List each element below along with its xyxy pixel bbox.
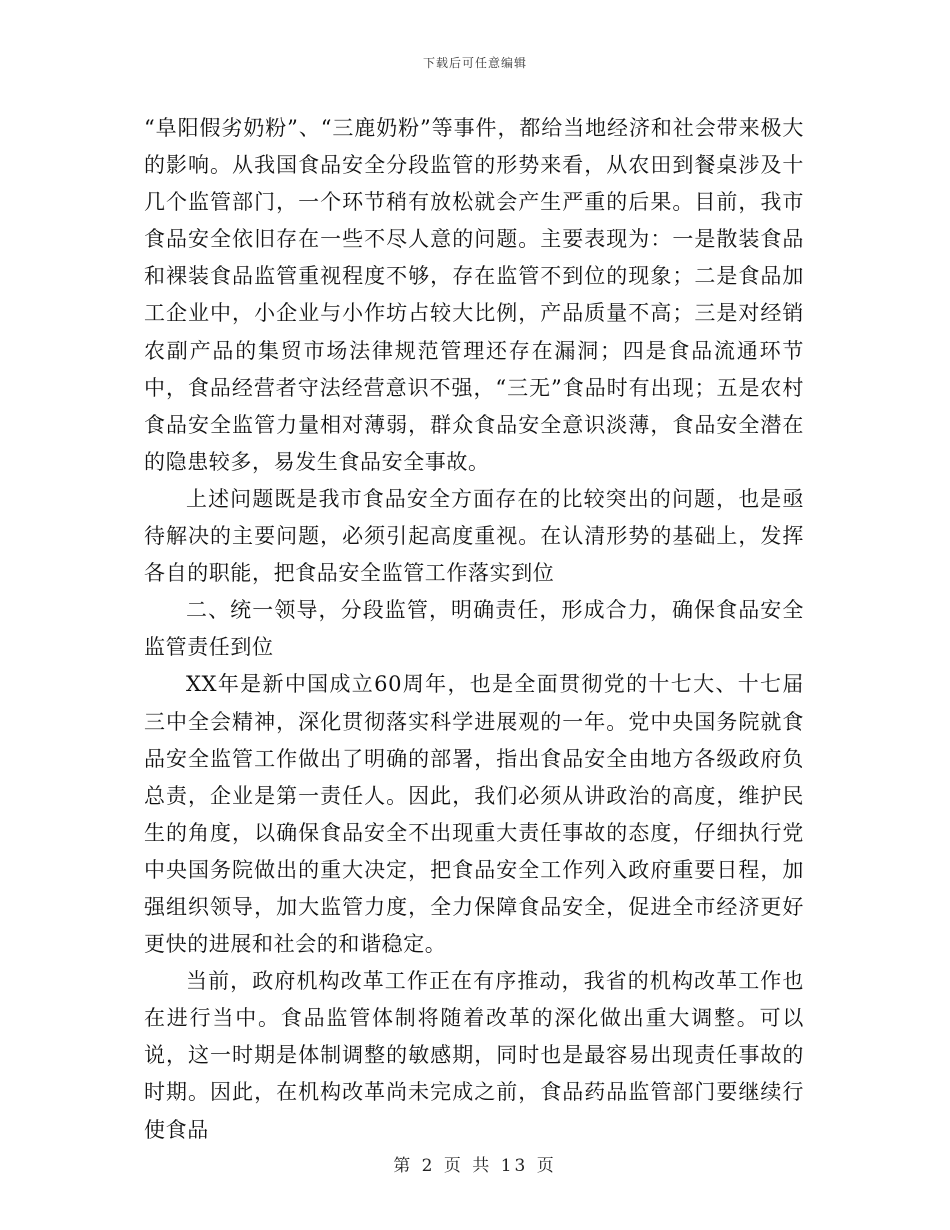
page-header: 下载后可任意编辑	[422, 56, 527, 70]
paragraph-3: XX年是新中国成立60周年，也是全面贯彻党的十七大、十七届三中全会精神，深化贯彻落实科学进展观的一年。党中央国务院就食品安全监管工作做出了明确的部署，指出食品安全由地方各级政府负总责，企业是第一责任人。因此，我们必须从讲政治的高度，维护民生的角度，以确保食品安全不出现重大责任事故的态度，仔细执行党中央国务院做出的重大决定，把食品安全工作列入政府重要日程，加强组织领导，加大监管力度，全力保障食品安全，促进全市经济更好更快的进展和社会的和谐稳定。	[144, 672, 804, 957]
document-body	[144, 110, 804, 1149]
section-heading: 二、统一领导，分段监管，明确责任，形成合力，确保食品安全监管责任到位	[144, 598, 804, 660]
paragraph-4: 当前，政府机构改革工作正在有序推动，我省的机构改革工作也在进行当中。食品监管体制将随着改革的深化做出重大调整。可以说，这一时期是体制调整的敏感期，同时也是最容易出现责任事故的时期。因此，在机构改革尚未完成之前，食品药品监管部门要继续行使食品	[144, 969, 804, 1142]
paragraph-2: 上述问题既是我市食品安全方面存在的比较突出的问题，也是亟待解决的主要问题，必须引起高度重视。在认清形势的基础上，发挥各自的职能，把食品安全监管工作落实到位	[144, 486, 804, 586]
page-footer: 第 2 页 共 13 页	[393, 1156, 557, 1176]
paragraph-1: “阜阳假劣奶粉”、“三鹿奶粉”等事件，都给当地经济和社会带来极大的影响。从我国食品安全分段监管的形势来看，从农田到餐桌涉及十几个监管部门，一个环节稍有放松就会产生严重的后果。目前，我市食品安全依旧存在一些不尽人意的问题。主要表现为：一是散装食品和裸装食品监管重视程度不够，存在监管不到位的现象；二是食品加工企业中，小企业与小作坊占较大比例，产品质量不高；三是对经销农副产品的集贸市场法律规范管理还存在漏洞；四是食品流通环节中，食品经营者守法经营意识不强，“三无”食品时有出现；五是农村食品安全监管力量相对薄弱，群众食品安全意识淡薄，食品安全潜在的隐患较多，易发生食品安全事故。	[144, 116, 804, 474]
